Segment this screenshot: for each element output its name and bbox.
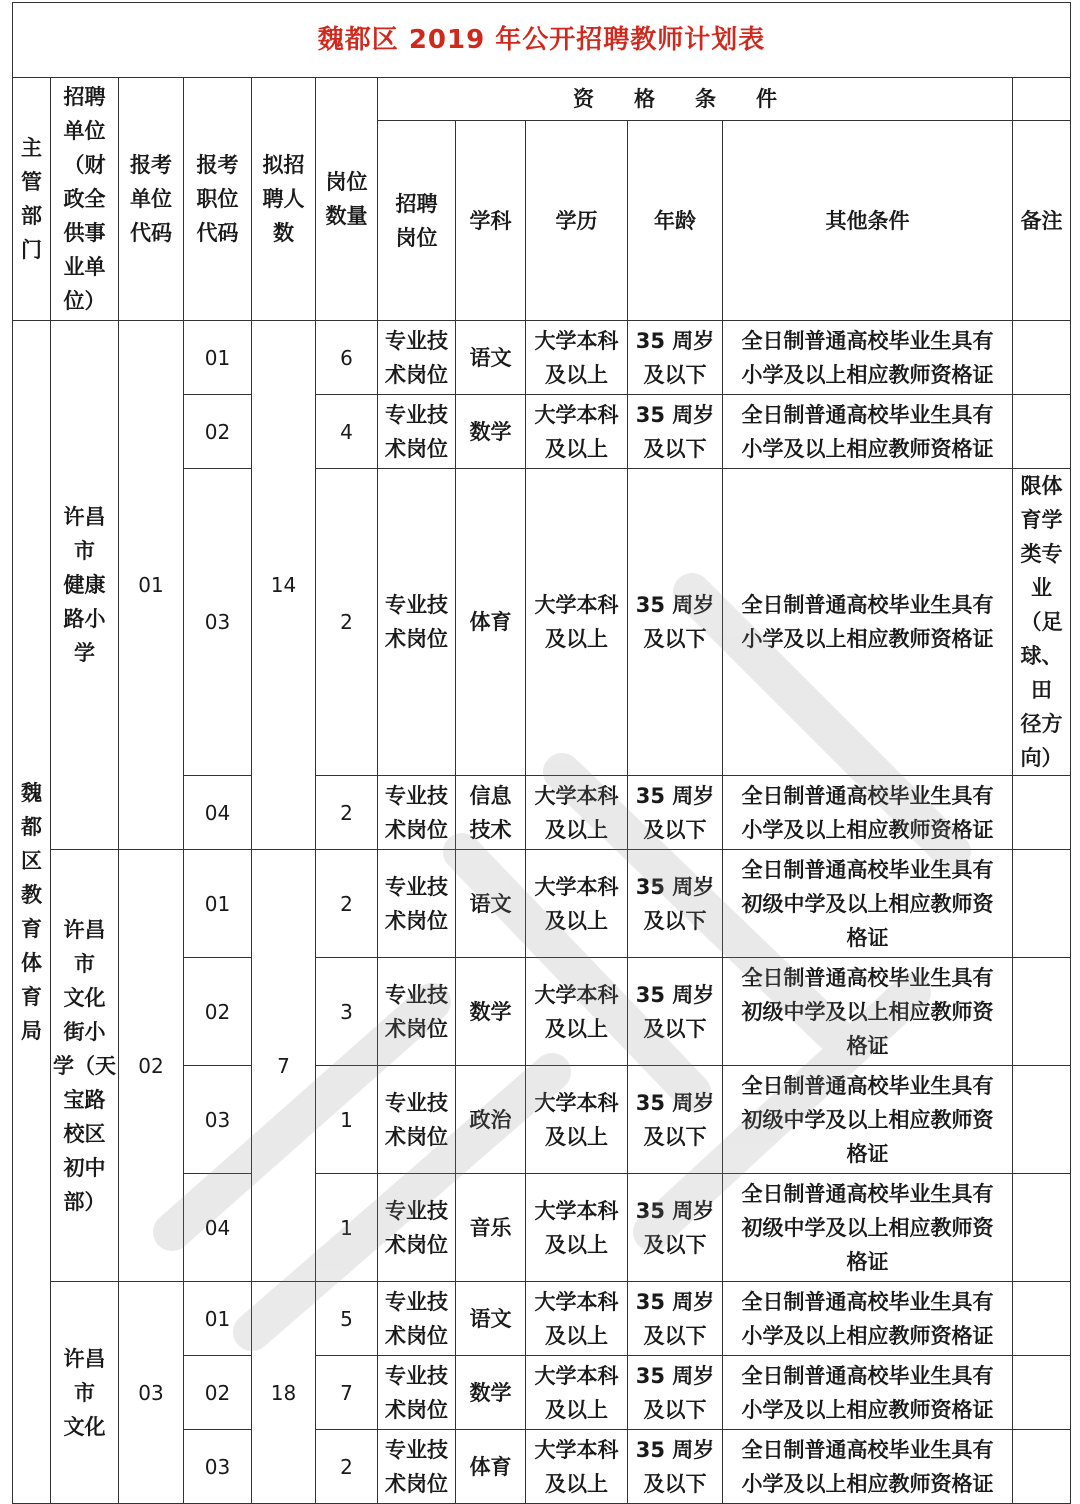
unit-code: 01	[119, 321, 184, 850]
post-type: 专业技 术岗位	[378, 958, 456, 1066]
age-limit: 35 周岁 及以下	[628, 958, 723, 1066]
remark	[1013, 1356, 1071, 1430]
unit-name: 许昌 市 健康 路小 学	[51, 321, 119, 850]
post-type: 专业技 术岗位	[378, 1282, 456, 1356]
age-limit: 35 周岁 及以下	[628, 321, 723, 395]
other-conditions: 全日制普通高校毕业生具有 初级中学及以上相应教师资 格证	[723, 1066, 1013, 1174]
position-code: 02	[184, 958, 252, 1066]
quota-count: 2	[316, 776, 378, 850]
subject: 体育	[456, 1430, 526, 1504]
remark	[1013, 958, 1071, 1066]
subject: 语文	[456, 850, 526, 958]
other-conditions: 全日制普通高校毕业生具有 初级中学及以上相应教师资 格证	[723, 1174, 1013, 1282]
position-code: 03	[184, 1066, 252, 1174]
subject: 政治	[456, 1066, 526, 1174]
post-type: 专业技 术岗位	[378, 469, 456, 776]
post-type: 专业技 术岗位	[378, 850, 456, 958]
post-type: 专业技 术岗位	[378, 1174, 456, 1282]
remark	[1013, 850, 1071, 958]
quota-count: 2	[316, 469, 378, 776]
header-blank	[1013, 78, 1071, 121]
position-code: 03	[184, 1430, 252, 1504]
other-conditions: 全日制普通高校毕业生具有 小学及以上相应教师资格证	[723, 776, 1013, 850]
education: 大学本科 及以上	[526, 469, 628, 776]
age-limit: 35 周岁 及以下	[628, 850, 723, 958]
other-conditions: 全日制普通高校毕业生具有 初级中学及以上相应教师资 格证	[723, 850, 1013, 958]
subject: 数学	[456, 1356, 526, 1430]
education: 大学本科 及以上	[526, 321, 628, 395]
table-row	[13, 1282, 1071, 1356]
header-age: 年龄	[628, 121, 723, 321]
header-quota: 岗位 数量	[316, 78, 378, 321]
subject: 语文	[456, 1282, 526, 1356]
position-code: 02	[184, 395, 252, 469]
post-type: 专业技 术岗位	[378, 1356, 456, 1430]
header-unit: 招聘 单位 （财 政全 供事 业单 位）	[51, 78, 119, 321]
education: 大学本科 及以上	[526, 1282, 628, 1356]
remark	[1013, 1282, 1071, 1356]
planned-count: 18	[252, 1282, 316, 1504]
remark	[1013, 1174, 1071, 1282]
subject: 音乐	[456, 1174, 526, 1282]
remark	[1013, 1430, 1071, 1504]
age-limit: 35 周岁 及以下	[628, 469, 723, 776]
position-code: 01	[184, 321, 252, 395]
position-code: 04	[184, 1174, 252, 1282]
recruitment-plan-table	[12, 2, 1071, 1504]
other-conditions: 全日制普通高校毕业生具有 小学及以上相应教师资格证	[723, 1356, 1013, 1430]
header-position-code: 报考 职位 代码	[184, 78, 252, 321]
age-limit: 35 周岁 及以下	[628, 776, 723, 850]
quota-count: 1	[316, 1066, 378, 1174]
quota-count: 2	[316, 1430, 378, 1504]
header-planned: 拟招 聘人 数	[252, 78, 316, 321]
unit-name: 许昌 市 文化	[51, 1282, 119, 1504]
header-qualifications: 资格条件	[378, 78, 1013, 121]
education: 大学本科 及以上	[526, 1430, 628, 1504]
quota-count: 3	[316, 958, 378, 1066]
quota-count: 7	[316, 1356, 378, 1430]
remark: 限体 育学 类专 业（足 球、田 径方 向）	[1013, 469, 1071, 776]
other-conditions: 全日制普通高校毕业生具有 小学及以上相应教师资格证	[723, 1282, 1013, 1356]
age-limit: 35 周岁 及以下	[628, 1066, 723, 1174]
subject: 语文	[456, 321, 526, 395]
header-other: 其他条件	[723, 121, 1013, 321]
planned-count: 14	[252, 321, 316, 850]
subject: 体育	[456, 469, 526, 776]
other-conditions: 全日制普通高校毕业生具有 小学及以上相应教师资格证	[723, 1430, 1013, 1504]
quota-count: 1	[316, 1174, 378, 1282]
quota-count: 2	[316, 850, 378, 958]
unit-code: 03	[119, 1282, 184, 1504]
other-conditions: 全日制普通高校毕业生具有 小学及以上相应教师资格证	[723, 321, 1013, 395]
quota-count: 6	[316, 321, 378, 395]
position-code: 02	[184, 1356, 252, 1430]
education: 大学本科 及以上	[526, 776, 628, 850]
recruitment-plan-page	[12, 2, 1070, 1496]
subject: 数学	[456, 395, 526, 469]
planned-count: 7	[252, 850, 316, 1282]
subject: 信息 技术	[456, 776, 526, 850]
table-row	[13, 321, 1071, 395]
header-education: 学历	[526, 121, 628, 321]
education: 大学本科 及以上	[526, 395, 628, 469]
position-code: 04	[184, 776, 252, 850]
position-code: 01	[184, 850, 252, 958]
remark	[1013, 776, 1071, 850]
header-dept: 主 管 部 门	[13, 78, 51, 321]
age-limit: 35 周岁 及以下	[628, 395, 723, 469]
quota-count: 5	[316, 1282, 378, 1356]
table-title: 魏都区 2019 年公开招聘教师计划表	[13, 3, 1071, 78]
subject: 数学	[456, 958, 526, 1066]
position-code: 01	[184, 1282, 252, 1356]
table-row	[13, 850, 1071, 958]
dept-name: 魏 都 区 教 育 体 育 局	[13, 321, 51, 1504]
age-limit: 35 周岁 及以下	[628, 1356, 723, 1430]
unit-name: 许昌 市 文化 街小 学（天 宝路 校区 初中 部）	[51, 850, 119, 1282]
age-limit: 35 周岁 及以下	[628, 1430, 723, 1504]
age-limit: 35 周岁 及以下	[628, 1282, 723, 1356]
age-limit: 35 周岁 及以下	[628, 1174, 723, 1282]
remark	[1013, 321, 1071, 395]
post-type: 专业技 术岗位	[378, 321, 456, 395]
education: 大学本科 及以上	[526, 1174, 628, 1282]
header-unit-code: 报考 单位 代码	[119, 78, 184, 321]
education: 大学本科 及以上	[526, 1356, 628, 1430]
post-type: 专业技 术岗位	[378, 1066, 456, 1174]
other-conditions: 全日制普通高校毕业生具有 小学及以上相应教师资格证	[723, 395, 1013, 469]
position-code: 03	[184, 469, 252, 776]
other-conditions: 全日制普通高校毕业生具有 小学及以上相应教师资格证	[723, 469, 1013, 776]
education: 大学本科 及以上	[526, 1066, 628, 1174]
remark	[1013, 1066, 1071, 1174]
post-type: 专业技 术岗位	[378, 395, 456, 469]
header-remark: 备注	[1013, 121, 1071, 321]
post-type: 专业技 术岗位	[378, 776, 456, 850]
quota-count: 4	[316, 395, 378, 469]
remark	[1013, 395, 1071, 469]
education: 大学本科 及以上	[526, 958, 628, 1066]
header-post: 招聘 岗位	[378, 121, 456, 321]
post-type: 专业技 术岗位	[378, 1430, 456, 1504]
education: 大学本科 及以上	[526, 850, 628, 958]
other-conditions: 全日制普通高校毕业生具有 初级中学及以上相应教师资 格证	[723, 958, 1013, 1066]
unit-code: 02	[119, 850, 184, 1282]
header-subject: 学科	[456, 121, 526, 321]
